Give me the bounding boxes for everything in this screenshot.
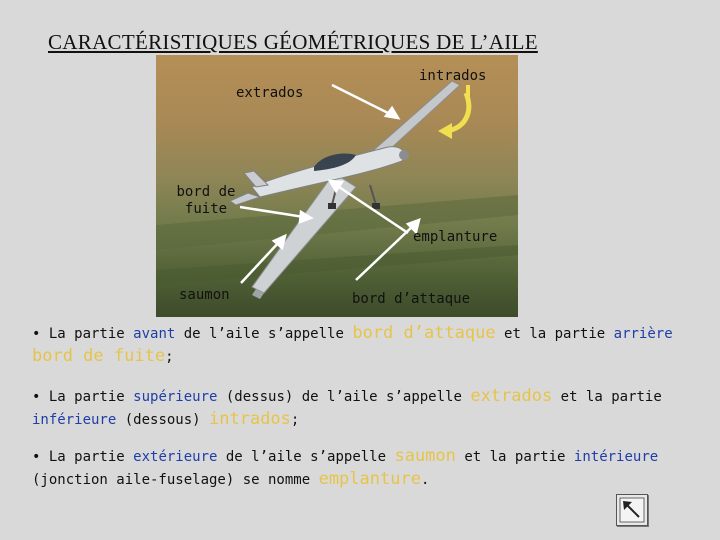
text-segment: (dessous)	[116, 412, 210, 428]
label-bord-de-fuite-line2: fuite	[184, 201, 228, 217]
text-segment: supérieure	[133, 389, 218, 405]
text-segment: et la partie	[455, 449, 574, 465]
text-segment: arrière	[613, 326, 673, 342]
text-segment: de l’aile s’appelle	[217, 449, 395, 465]
text-segment: (dessus) de l’aile s’appelle	[217, 389, 471, 405]
text-segment: et la partie	[495, 326, 614, 342]
text-segment: extrados	[470, 386, 553, 406]
back-button[interactable]	[616, 494, 648, 526]
text-segment: .	[420, 472, 430, 488]
label-extrados: extrados	[236, 85, 304, 101]
text-segment: ;	[290, 412, 300, 428]
label-saumon: saumon	[179, 287, 230, 303]
label-bord-attaque: bord d’attaque	[352, 291, 471, 307]
label-intrados: intrados	[419, 68, 487, 84]
label-bord-de-fuite	[170, 184, 242, 218]
text-segment: inférieure	[32, 412, 117, 428]
paragraph-extrados	[32, 385, 712, 431]
text-segment: • La partie	[32, 449, 134, 465]
text-segment: avant	[133, 326, 176, 342]
page-title: CARACTÉRISTIQUES GÉOMÉTRIQUES DE L’AILE	[48, 30, 538, 54]
text-segment: de l’aile s’appelle	[175, 326, 353, 342]
text-segment: saumon	[394, 446, 456, 466]
text-segment: ;	[165, 349, 174, 365]
text-segment: et la partie	[552, 389, 662, 405]
label-bord-de-fuite-line1: bord de	[176, 184, 236, 200]
text-segment: bord d’attaque	[352, 323, 496, 343]
text-segment: intérieure	[573, 449, 659, 465]
back-arrow-icon	[617, 495, 647, 525]
label-emplanture: emplanture	[413, 229, 498, 245]
text-segment: extérieure	[133, 449, 218, 465]
paragraph-bord-attaque	[32, 322, 712, 368]
paragraph-saumon	[32, 445, 712, 491]
text-segment: • La partie	[32, 326, 134, 342]
text-segment: bord de fuite	[32, 346, 166, 366]
text-segment: (jonction aile-fuselage) se nomme	[32, 472, 319, 488]
text-segment: • La partie	[32, 389, 134, 405]
text-segment: intrados	[209, 409, 291, 429]
text-segment: emplanture	[318, 469, 421, 489]
